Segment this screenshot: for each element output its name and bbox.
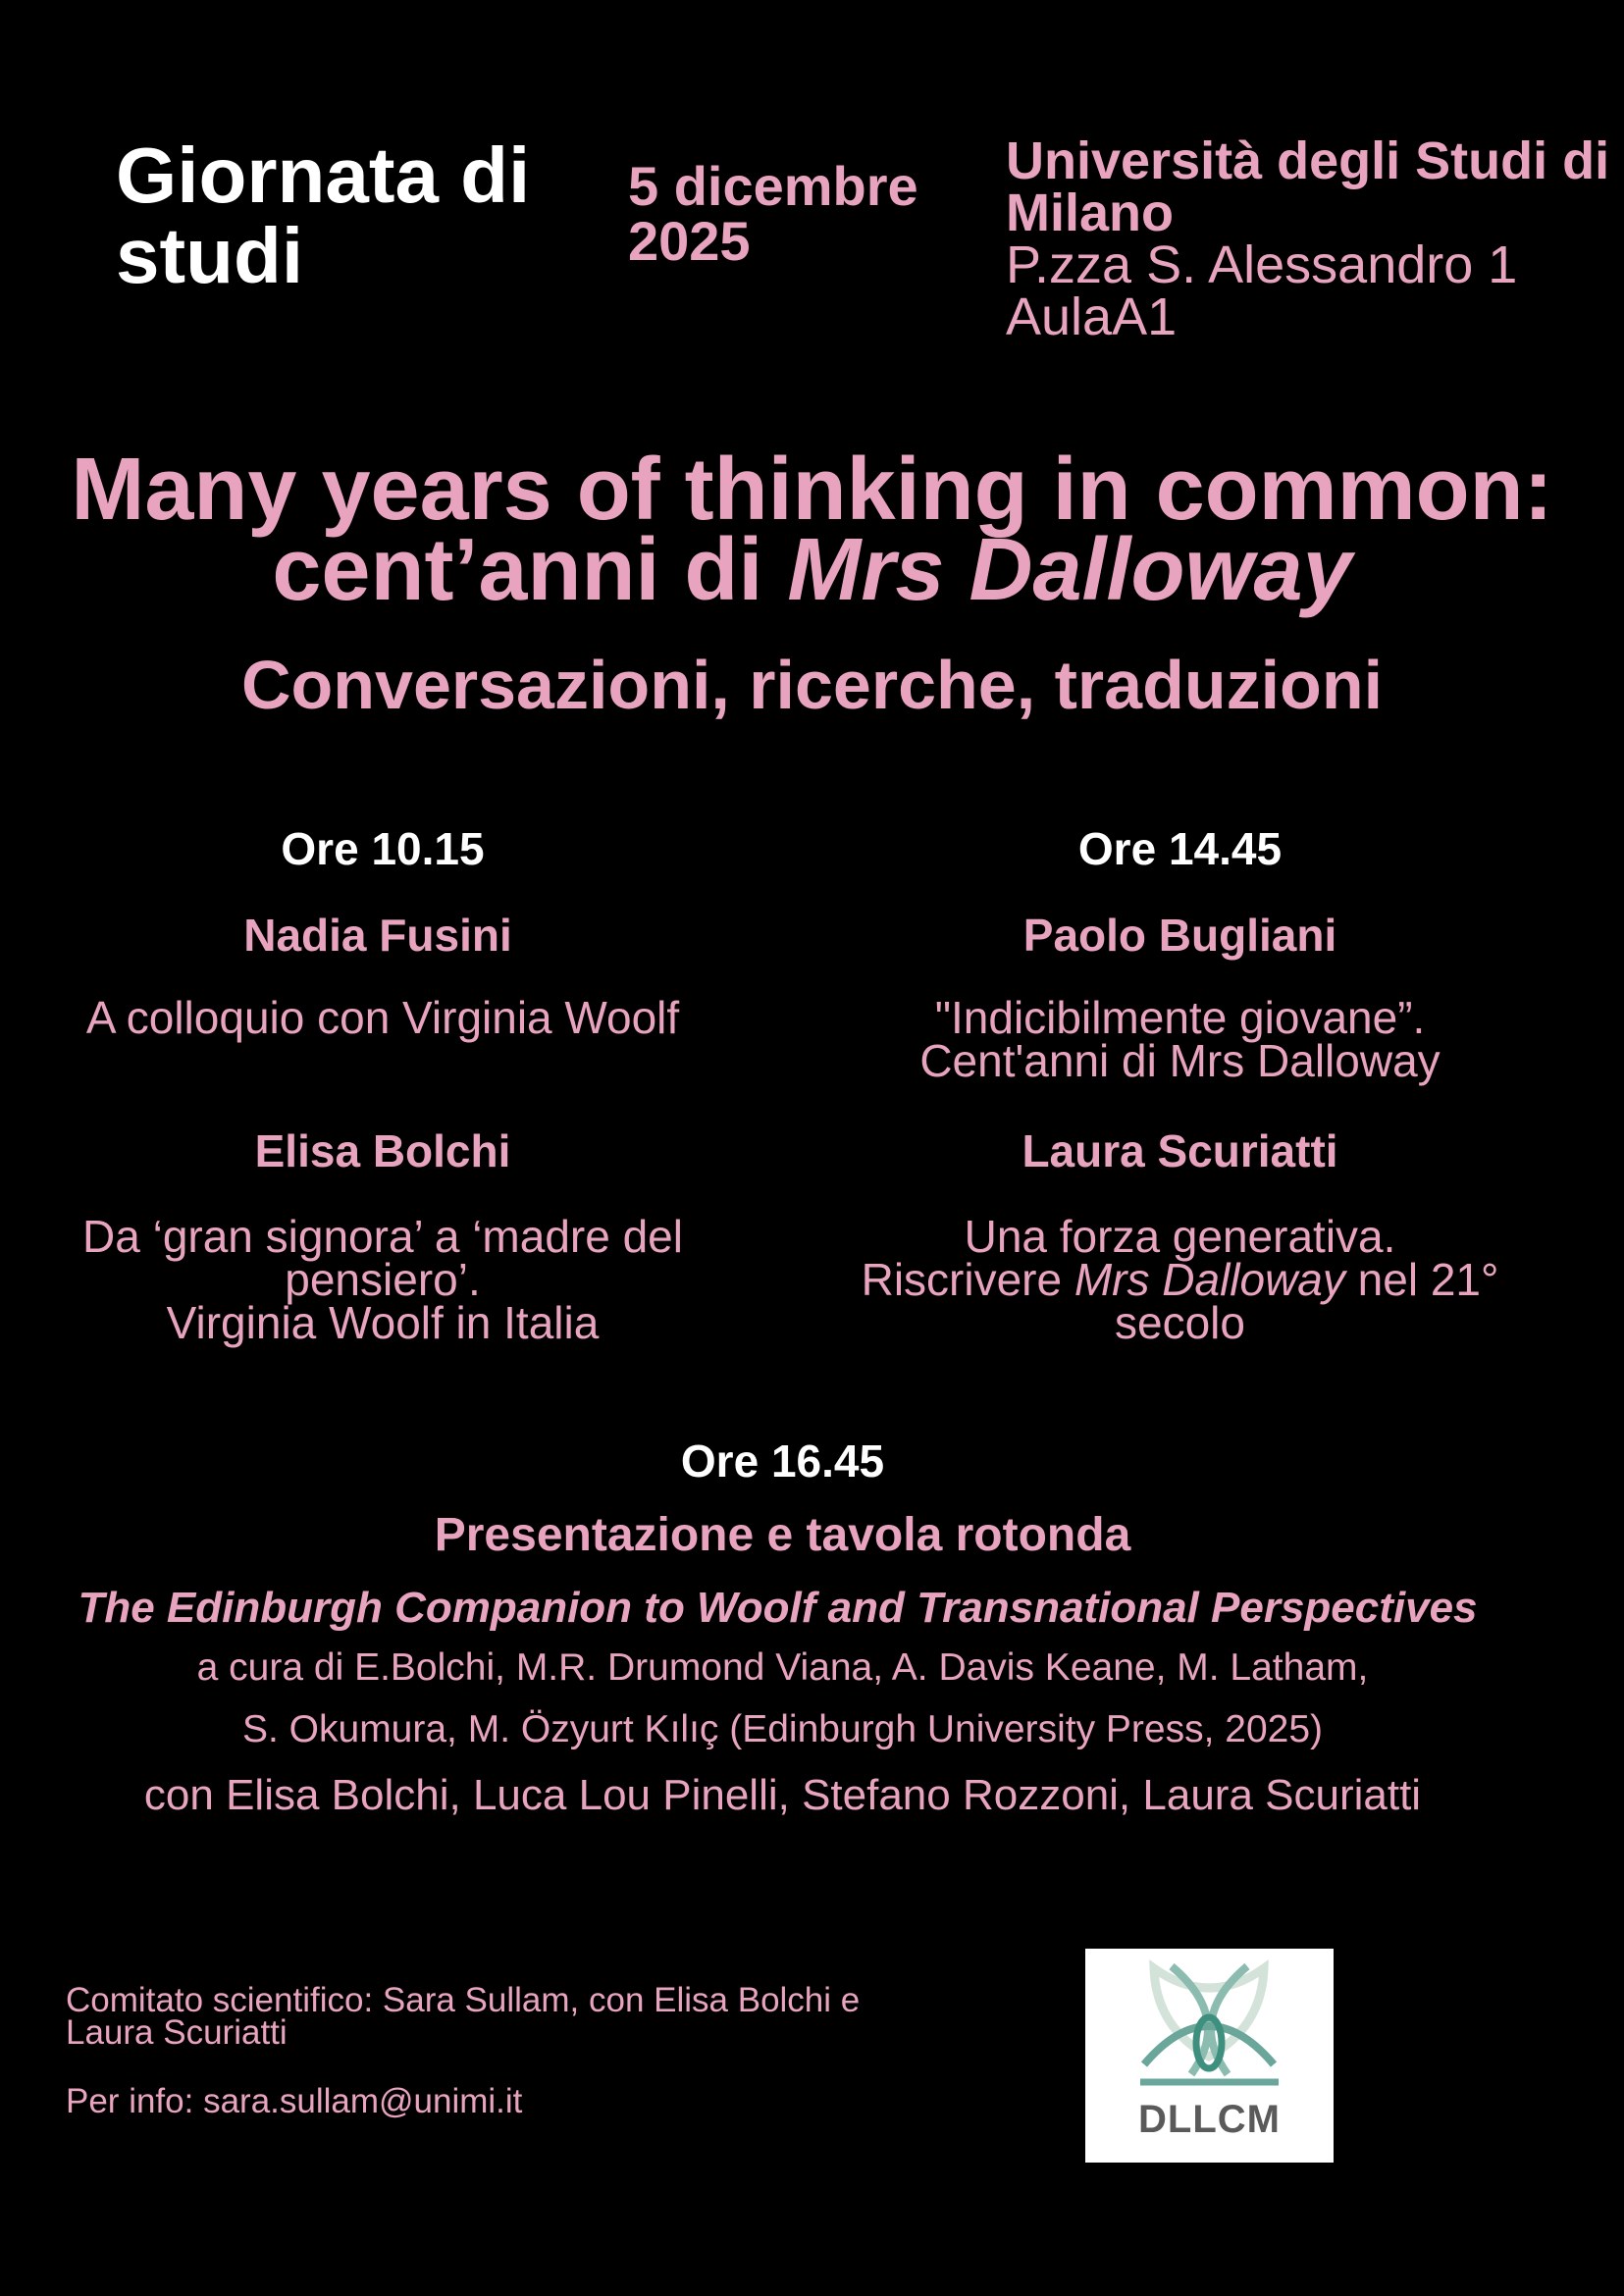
afternoon-talk-2-italic: Mrs Dalloway [1074, 1254, 1345, 1305]
title-line1: Many years of thinking in common: [71, 441, 1553, 539]
afternoon-talk-2-line2 [790, 1254, 1570, 1305]
afternoon-talk-2-suffix: nel 21° [1344, 1254, 1499, 1305]
roundtable-editors-line1: a cura di E.Bolchi, M.R. Drumond Viana, A. Davis Keane, M. Latham, [196, 1646, 1369, 1689]
committee-line1: Comitato scientifico: Sara Sullam, con Elisa Bolchi e [66, 1981, 861, 2019]
afternoon-speaker-2: Laura Scuriatti [1022, 1125, 1338, 1176]
morning-talk-2-line3: Virginia Woolf in Italia [166, 1297, 600, 1348]
morning-speaker-1: Nadia Fusini [243, 910, 512, 961]
roundtable-title: Presentazione e tavola rotonda [434, 1509, 1131, 1561]
morning-talk-2 [0, 1211, 765, 1348]
afternoon-talk-2 [790, 1211, 1570, 1348]
event-type: Giornata di studi [116, 131, 531, 299]
afternoon-talk-2-line1: Una forza generativa. [964, 1211, 1396, 1262]
afternoon-talk-2-prefix: Riscrivere [861, 1254, 1074, 1305]
afternoon-talk-2-line3: secolo [1115, 1297, 1245, 1348]
event-subtitle: Conversazioni, ricerche, traduzioni [240, 647, 1384, 723]
afternoon-talk-1-line1: "Indicibilmente giovane”. [934, 992, 1426, 1043]
morning-time: Ore 10.15 [281, 823, 485, 874]
event-date: 5 dicembre 2025 [628, 155, 918, 272]
venue-name: Università degli Studi di Milano [1006, 131, 1610, 242]
morning-talk-2-line2: pensiero’. [285, 1254, 481, 1305]
roundtable-time: Ore 16.45 [680, 1435, 885, 1487]
afternoon-time: Ore 14.45 [1077, 823, 1283, 874]
roundtable-participants: con Elisa Bolchi, Luca Lou Pinelli, Stefano Rozzoni, Laura Scuriatti [143, 1771, 1422, 1819]
afternoon-talk-1 [790, 992, 1570, 1086]
dllcm-logo [1085, 1949, 1334, 2163]
afternoon-talk-1-line2: Cent'anni di Mrs Dalloway [919, 1035, 1441, 1086]
morning-speaker-2: Elisa Bolchi [254, 1125, 511, 1176]
logo-text: DLLCM [1138, 2098, 1281, 2141]
roundtable-editors-line2: S. Okumura, M. Özyurt Kılıç (Edinburgh University Press, 2025) [241, 1708, 1324, 1750]
roundtable-book: The Edinburgh Companion to Woolf and Transnational Perspectives [78, 1584, 1478, 1632]
title-line2 [0, 521, 1624, 619]
committee-line2: Laura Scuriatti [66, 2013, 288, 2052]
contact-info: Per info: sara.sullam@unimi.it [66, 2082, 523, 2120]
scientific-committee [66, 1981, 988, 2052]
afternoon-speaker-1: Paolo Bugliani [1022, 910, 1337, 961]
venue-room: AulaA1 [1006, 287, 1178, 346]
dllcm-emblem-icon [1085, 1949, 1334, 2096]
venue-address: P.zza S. Alessandro 1 [1006, 235, 1518, 294]
venue [1006, 131, 1614, 346]
title-line2-italic: Mrs Dalloway [787, 521, 1352, 619]
title-line2-prefix: cent’anni di [272, 521, 788, 619]
morning-talk-1: A colloquio con Virginia Woolf [85, 992, 680, 1043]
morning-talk-2-line1: Da ‘gran signora’ a ‘madre del [82, 1211, 683, 1262]
event-title [0, 441, 1624, 619]
